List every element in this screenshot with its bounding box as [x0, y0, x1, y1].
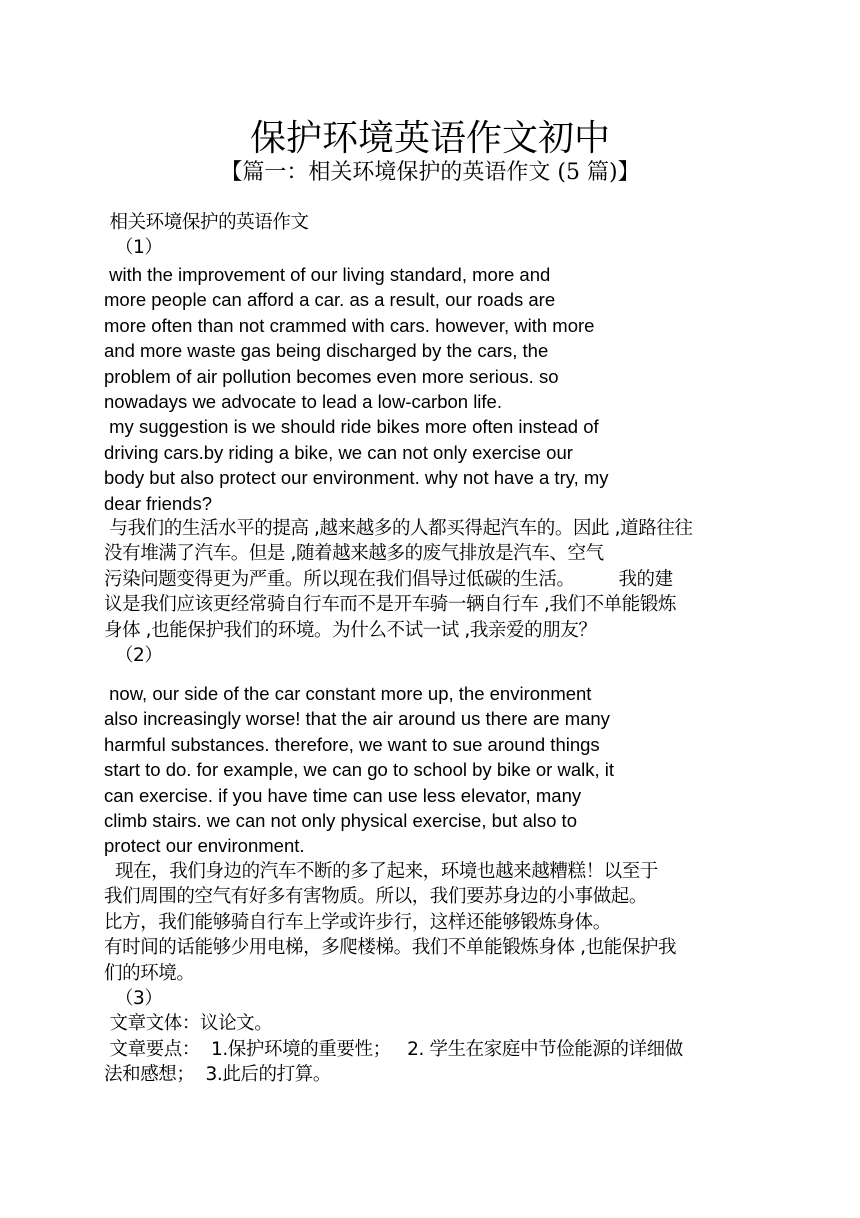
essay-1-chinese: 与我们的生活水平的提高 ,越来越多的人都买得起汽车的。因此 ,道路往往 没有堆满了汽车。但是 ,随着越来越多的废气排放是汽车、空气 污染问题变得更为严重。所以现在我们倡导过低碳的生活。 我的建 议是我们应该更经常骑自行车而不是开车骑一辆自行车 ,我们不单能锻炼 身体 ,也能保护我们的环境。为什么不试一试 ,我亲爱的朋友？ （2） — [104, 518, 693, 667]
essay-2-chinese-and-essay-3: 现在，我们身边的汽车不断的多了起来，环境也越来越糟糕！以至于 我们周围的空气有好多有害物质。所以，我们要苏身边的小事做起。 比方，我们能够骑自行车上学或许步行，这样还能够锻炼身体。 有时间的话能够少用电梯，多爬楼梯。我们不单能锻炼身体 ,也能保护我 们的环境。 （3） 文章文体：议论文。 文章要点： 1.保护环境的重要性； 2. 学生在家庭中节俭能源的详细做 法和感想； 3.此后的打算。 — [104, 861, 683, 1086]
essay-2-english: now, our side of the car constant more up, the environment also increasingly worse! that the air around us there are many harmful substances. therefore, we want to sue around things start to do. for example, we can go to school by bike or walk, it can exercise. if you have time can use less elevator, many climb stairs. we can not only physical exercise, but also to protect our environment. — [104, 683, 615, 857]
document-title: 保护环境英语作文初中 — [249, 118, 610, 159]
essay-1-english: with the improvement of our living standard, more and more people can afford a car. as a result, our roads are more often than not crammed with cars. however, with more and more waste gas being discharged by the cars, the problem of air pollution becomes even more serious. so nowadays we advocate to lead a low-carbon life. my suggestion is we should ride bikes more often instead of driving cars.by riding a bike, we can not only exercise our body but also protect our environment. why not have a try, my dear friends? — [104, 264, 609, 514]
intro-heading: 相关环境保护的英语作文 （1） — [109, 212, 309, 259]
document-subtitle: 【篇一：相关环境保护的英语作文 (5 篇)】 — [220, 160, 640, 185]
